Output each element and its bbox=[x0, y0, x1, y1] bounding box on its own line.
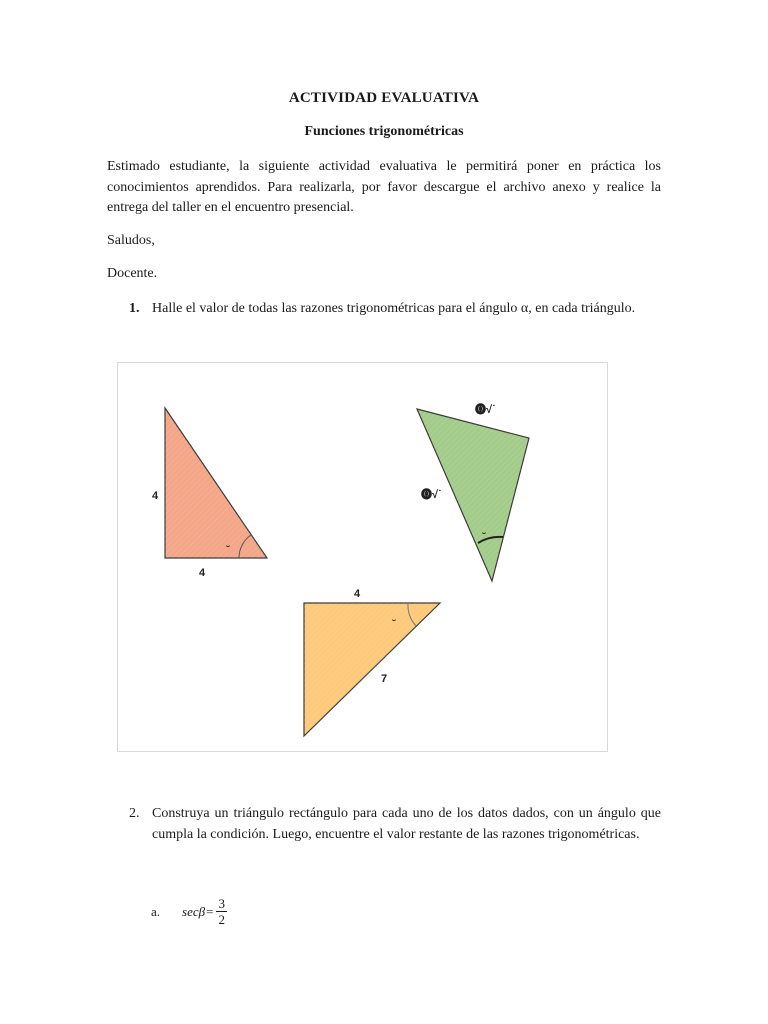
question-2-number: 2. bbox=[129, 806, 140, 821]
document-title: ACTIVIDAD EVALUATIVA bbox=[288, 90, 480, 106]
fraction-numerator: 3 bbox=[218, 896, 225, 911]
triangle-2-label-left: ⓿√˙ bbox=[421, 489, 442, 501]
intro-paragraph: Estimado estudiante, la siguiente actividad evaluativa le permitirá poner en práctica los conocimientos aprendidos. Para realizarla, por favor descargue el archivo anexo y realice la entrega del taller en el encuentro presencial. bbox=[107, 159, 661, 215]
triangle-3 bbox=[304, 588, 440, 736]
triangle-1 bbox=[152, 408, 267, 579]
subitem-a-label: a. bbox=[151, 903, 161, 919]
sec-beta-formula bbox=[182, 896, 227, 927]
formula-equals: = bbox=[206, 903, 214, 919]
triangle-3-label-hyp: 7 bbox=[381, 673, 388, 685]
question-2-text: Construya un triángulo rectángulo para cada uno de los datos dados, con un ángulo que cumpla la condición. Luego, encuentre el valor restante de las razones trigonométricas. bbox=[152, 806, 661, 842]
formula-function: secβ bbox=[182, 903, 206, 919]
triangles-figure bbox=[117, 362, 608, 752]
question-1 bbox=[129, 298, 661, 319]
triangles-svg bbox=[118, 363, 607, 751]
fraction-denominator: 2 bbox=[218, 912, 225, 927]
question-1-text: Halle el valor de todas las razones trigonométricas para el ángulo α, en cada triángulo. bbox=[152, 301, 636, 316]
triangle-2-label-top: ⓿√˙ bbox=[475, 404, 496, 416]
subitem-a bbox=[151, 896, 227, 927]
triangle-3-label-top: 4 bbox=[354, 588, 361, 600]
greeting: Saludos, bbox=[107, 233, 155, 248]
question-2 bbox=[129, 803, 661, 845]
triangle-2 bbox=[417, 402, 529, 581]
signature: Docente. bbox=[107, 266, 158, 281]
formula-fraction bbox=[216, 896, 227, 927]
document-subtitle: Funciones trigonométricas bbox=[304, 124, 464, 139]
question-1-number: 1. bbox=[129, 301, 140, 316]
triangle-1-label-base: 4 bbox=[199, 567, 206, 579]
triangle-1-label-height: 4 bbox=[152, 490, 159, 502]
